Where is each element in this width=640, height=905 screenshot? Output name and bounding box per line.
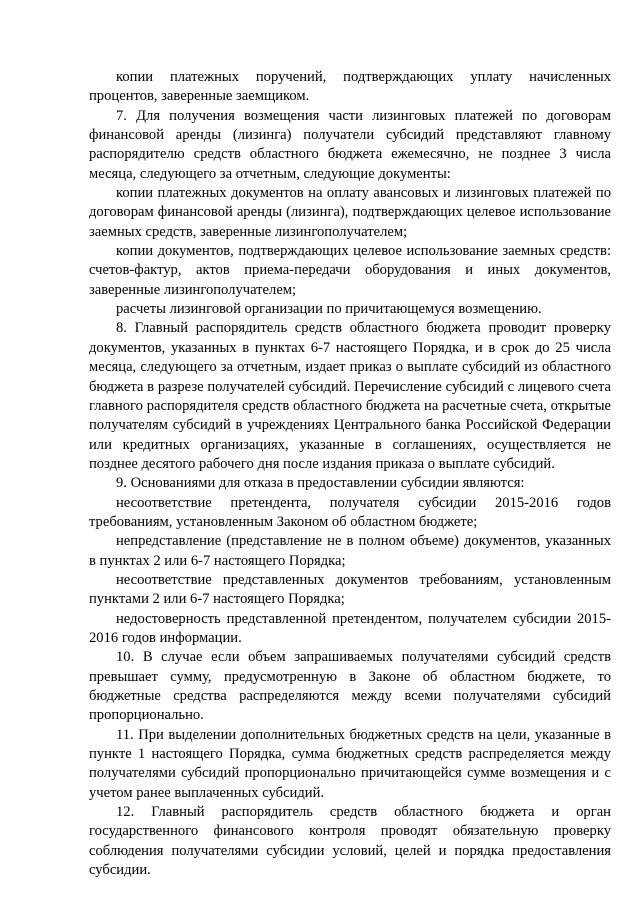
paragraph: несоответствие претендента, получателя субсидии 2015-2016 годов требованиям, установленным Законом об областном бюджете; [89, 494, 611, 530]
paragraph: копии документов, подтверждающих целевое использование заемных средств: счетов-фактур, актов приема-передачи оборудования и иных документов, заверенные лизингополучателем; [89, 243, 611, 298]
paragraph: недостоверность представленной претендентом, получателем субсидии 2015-2016 годов информации. [89, 610, 611, 646]
paragraph: 10. В случае если объем запрашиваемых получателями субсидий средств превышает сумму, предусмотренную в Законе об областном бюджете, то бюджетные средства распределяются между всеми получателями субсидий пропорционально. [89, 649, 611, 724]
paragraph: копии платежных поручений, подтверждающих уплату начисленных процентов, заверенные заемщиком. [89, 69, 611, 105]
paragraph: 11. При выделении дополнительных бюджетных средств на цели, указанные в пункте 1 настоящего Порядка, сумма бюджетных средств распределяется между получателями субсидий пропорционально причитающейся сумме возмещения и с учетом ранее выплаченных субсидий. [89, 726, 611, 801]
paragraph: 12. Главный распорядитель средств областного бюджета и орган государственного финансового контроля проводят обязательную проверку соблюдения получателями субсидии условий, целей и порядка предоставления субсидии. [89, 804, 611, 879]
paragraph: непредставление (представление не в полном объеме) документов, указанных в пунктах 2 или 6-7 настоящего Порядка; [89, 533, 611, 569]
paragraph: 9. Основаниями для отказа в предоставлении субсидии являются: [116, 475, 525, 492]
paragraph: несоответствие представленных документов требованиям, установленным пунктами 2 или 6-7 настоящего Порядка; [89, 571, 611, 608]
paragraph: расчеты лизинговой организации по причитающемуся возмещению. [116, 301, 542, 318]
paragraph: 8. Главный распорядитель средств областного бюджета проводит проверку документов, указанных в пунктах 6-7 настоящего Порядка, и в срок до 25 числа месяца, следующего за отчетным, издает приказ о выплате субсидий из областного бюджета в разрезе получателей субсидий. Перечисление субсидий с лицевого счета главного распорядителя средств областного бюджета на расчетные счета, открытые получателям субсидий в учреждениях Центрального банка Российской Федерации или кредитных организациях, указанные в соглашениях, осуществляется не позднее десятого рабочего дня после издания приказа о выплате субсидий. [89, 320, 611, 472]
paragraph: копии платежных документов на оплату авансовых и лизинговых платежей по договорам финансовой аренды (лизинга), подтверждающих целевое использование заемных средств, заверенные лизингополучателем; [89, 185, 611, 240]
paragraph: 7. Для получения возмещения части лизинговых платежей по договорам финансовой аренды (лизинга) получатели субсидий представляют главному распорядителю средств областного бюджета ежемесячно, не позднее 3 числа месяца, следующего за отчетным, следующие документы: [89, 107, 611, 182]
document-page [89, 68, 611, 880]
